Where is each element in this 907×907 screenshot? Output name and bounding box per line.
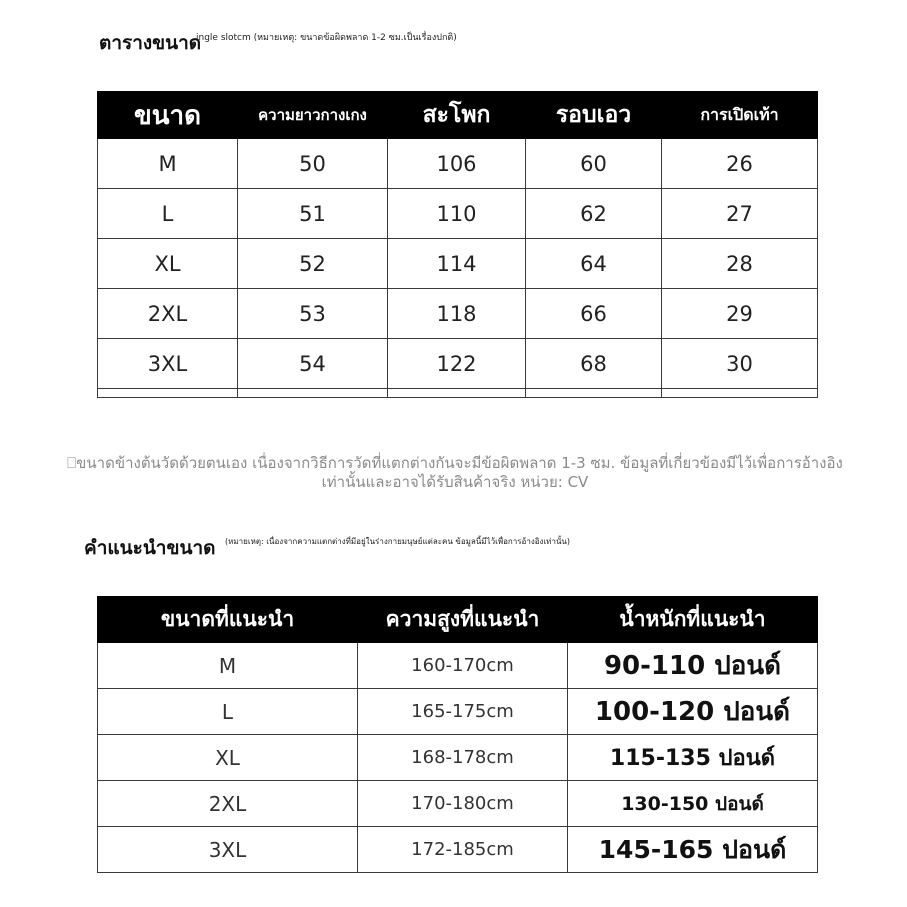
cell-pants-length: 52 xyxy=(238,239,388,289)
cell-size: 2XL xyxy=(98,289,238,339)
cell-pants-length: 51 xyxy=(238,189,388,239)
cell-weight: 145-165 ปอนด์ xyxy=(568,827,818,873)
table-row xyxy=(98,189,818,239)
cell-hip: 110 xyxy=(388,189,526,239)
cell-height: 160-170cm xyxy=(358,643,568,689)
size-chart-table xyxy=(97,91,818,398)
header-recommended-weight: น้ำหนักที่แนะนำ xyxy=(568,597,818,643)
cell-leg-opening: 30 xyxy=(662,339,818,389)
header-waist: รอบเอว xyxy=(526,92,662,139)
cell-size: XL xyxy=(98,239,238,289)
cell-size: L xyxy=(98,689,358,735)
cell-pants-length: 50 xyxy=(238,139,388,189)
header-pants-length: ความยาวกางเกง xyxy=(238,92,388,139)
cell-waist: 60 xyxy=(526,139,662,189)
cell-weight: 90-110 ปอนด์ xyxy=(568,643,818,689)
cell-leg-opening: 27 xyxy=(662,189,818,239)
cell-hip: 122 xyxy=(388,339,526,389)
cell-leg-opening: 29 xyxy=(662,289,818,339)
recommendation-title: คำแนะนำขนาด xyxy=(84,537,216,559)
cell-hip: 114 xyxy=(388,239,526,289)
table-row xyxy=(98,689,818,735)
cell-waist: 64 xyxy=(526,239,662,289)
cell-height: 170-180cm xyxy=(358,781,568,827)
table-row xyxy=(98,239,818,289)
cell-size: M xyxy=(98,643,358,689)
cell-height: 165-175cm xyxy=(358,689,568,735)
cell-hip: 106 xyxy=(388,139,526,189)
cell-size: M xyxy=(98,139,238,189)
measurement-disclaimer: ⎕ขนาดข้างต้นวัดด้วยตนเอง เนื่องจากวิธีการวัดที่แตกต่างกันจะมีข้อผิดพลาด 1-3 ซม. ข้อมูลที่เกี่ยวข้องมีไว้เพื่อการอ้างอิงเท่านั้นและอาจได้รับสินค้าจริง หน่วย: CV xyxy=(67,454,843,491)
cell-size: 3XL xyxy=(98,827,358,873)
cell-size: L xyxy=(98,189,238,239)
table-row xyxy=(98,339,818,389)
table-row xyxy=(98,827,818,873)
table-row xyxy=(98,643,818,689)
size-chart-title: ตารางขนาด xyxy=(99,32,202,54)
cell-size: 3XL xyxy=(98,339,238,389)
header-size: ขนาด xyxy=(98,92,238,139)
cell-size: 2XL xyxy=(98,781,358,827)
cell-waist: 68 xyxy=(526,339,662,389)
cell-height: 172-185cm xyxy=(358,827,568,873)
size-chart-note: ingle slotcm (หมายเหตุ: ขนาดข้อผิดพลาด 1-2 ซม.เป็นเรื่องปกติ) xyxy=(196,33,457,43)
cell-waist: 62 xyxy=(526,189,662,239)
table-row xyxy=(98,139,818,189)
cell-size: XL xyxy=(98,735,358,781)
header-leg-opening: การเปิดเท้า xyxy=(662,92,818,139)
header-recommended-size: ขนาดที่แนะนำ xyxy=(98,597,358,643)
recommendation-table xyxy=(97,596,818,873)
header-hip: สะโพก xyxy=(388,92,526,139)
recommendation-note: (หมายเหตุ: เนื่องจากความแตกต่างที่มีอยู่ในร่างกายมนุษย์แต่ละคน ข้อมูลนี้มีไว้เพื่อการอ้างอิงเท่านั้น) xyxy=(225,537,570,546)
table-row-empty xyxy=(98,389,818,398)
cell-weight: 115-135 ปอนด์ xyxy=(568,735,818,781)
table-row xyxy=(98,289,818,339)
cell-weight: 100-120 ปอนด์ xyxy=(568,689,818,735)
cell-leg-opening: 28 xyxy=(662,239,818,289)
cell-leg-opening: 26 xyxy=(662,139,818,189)
cell-height: 168-178cm xyxy=(358,735,568,781)
cell-hip: 118 xyxy=(388,289,526,339)
table-row xyxy=(98,735,818,781)
header-recommended-height: ความสูงที่แนะนำ xyxy=(358,597,568,643)
table-row xyxy=(98,781,818,827)
cell-pants-length: 53 xyxy=(238,289,388,339)
recommendation-header-row xyxy=(98,597,818,643)
cell-weight: 130-150 ปอนด์ xyxy=(568,781,818,827)
cell-pants-length: 54 xyxy=(238,339,388,389)
size-chart-header-row xyxy=(98,92,818,139)
cell-waist: 66 xyxy=(526,289,662,339)
